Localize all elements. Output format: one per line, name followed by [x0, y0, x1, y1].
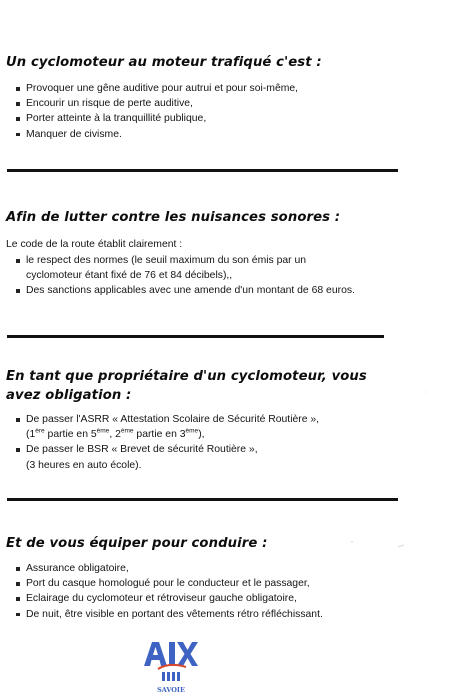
section-divider	[7, 335, 384, 338]
list-item: Eclairage du cyclomoteur et rétroviseur gauche obligatoire,	[15, 591, 440, 606]
list-item: Encourir un risque de perte auditive,	[15, 96, 440, 111]
list-item-line: De passer le BSR « Brevet de sécurité Routière »,	[26, 444, 258, 456]
list-item-line: (3 heures en auto école).	[26, 459, 142, 471]
list-item: Port du casque homologué pour le conducteur et le passager,	[15, 576, 440, 591]
section-4-list	[15, 561, 440, 622]
section-2-list	[15, 253, 440, 299]
section-3-heading	[6, 367, 367, 405]
logo-subtitle: SAVOIE	[157, 686, 185, 694]
section-3-list	[15, 412, 440, 473]
list-item: Des sanctions applicables avec une amende d'un montant de 68 euros.	[15, 283, 440, 298]
heading-line: En tant que propriétaire d'un cyclomoteur, vous	[6, 369, 367, 384]
list-item	[15, 412, 440, 442]
section-1-list	[15, 81, 440, 142]
aix-savoie-logo	[140, 630, 202, 698]
section-divider	[7, 169, 398, 172]
list-item-line: (1ère partie en 5ème, 2ème partie en 3ème),	[26, 427, 205, 441]
heading-line: avez obligation :	[6, 388, 132, 403]
list-item: De nuit, être visible en portant des vêtements rétro réfléchissant.	[15, 607, 440, 622]
list-item-line: le respect des normes (le seuil maximum du son émis par un	[26, 255, 307, 266]
list-item	[15, 442, 440, 472]
list-item: Porter atteinte à la tranquillité publique,	[15, 111, 440, 126]
section-2-intro: Le code de la route établit clairement :	[6, 239, 183, 250]
section-4-heading: Et de vous équiper pour conduire :	[6, 536, 268, 551]
list-item: Assurance obligatoire,	[15, 561, 440, 576]
list-item: Provoquer une gêne auditive pour autrui et pour soi-même,	[15, 81, 440, 96]
section-1-heading: Un cyclomoteur au moteur trafiqué c'est :	[6, 55, 322, 70]
section-divider	[7, 498, 398, 501]
list-item-line: De passer l'ASRR « Attestation Scolaire de Sécurité Routière »,	[26, 414, 320, 425]
list-item-line: cyclomoteur étant fixé de 76 et 84 décibels),,	[26, 270, 233, 282]
list-item: Manquer de civisme.	[15, 127, 440, 142]
list-item	[15, 253, 440, 283]
section-2-heading: Afin de lutter contre les nuisances sonores :	[6, 210, 341, 225]
